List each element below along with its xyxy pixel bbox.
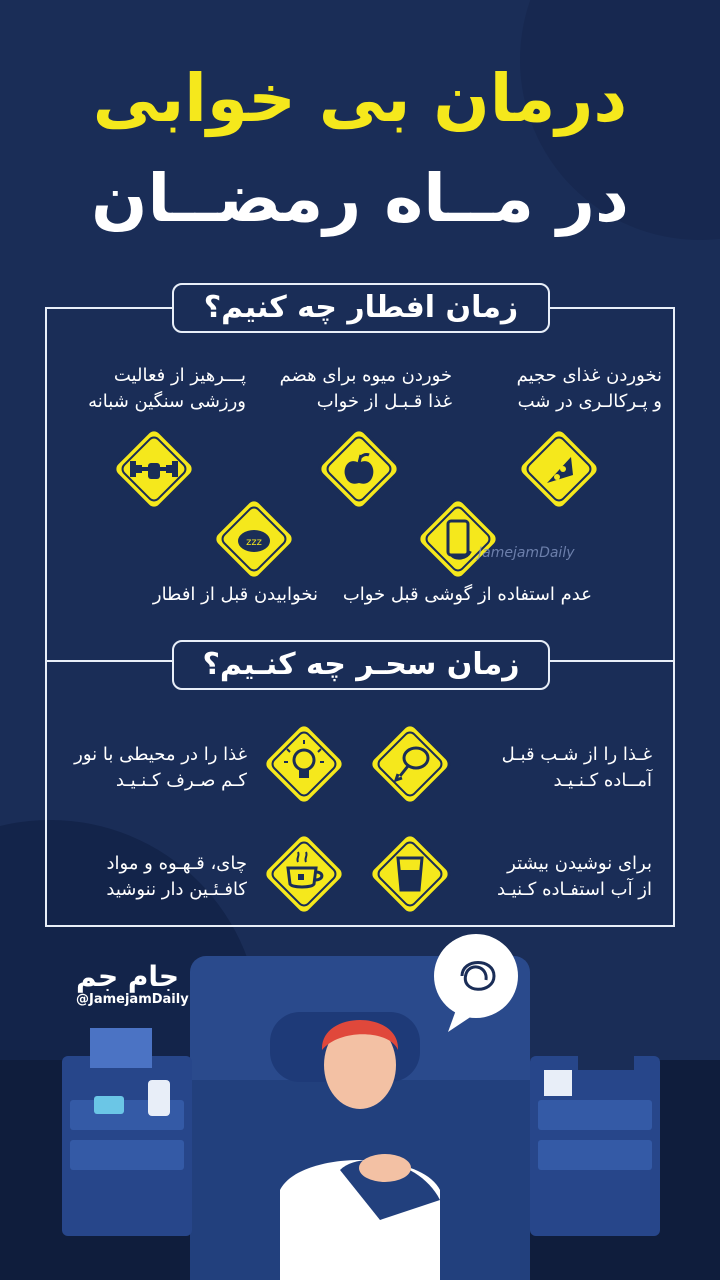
iftar-tip-3: پـــرهیز از فعالیت ورزشی سنگین شبانه xyxy=(88,365,246,412)
iftar-tip-5: نخوابیدن قبل از افطار xyxy=(152,584,318,605)
bedroom-illustration xyxy=(0,900,720,1280)
sahar-tip-1: غـذا را از شـب قبـل آمــاده کـنـیـد xyxy=(501,744,652,791)
dumbbell-icon xyxy=(108,423,200,515)
sahar-tip-4: چای، قـهـوه و مواد کافـئـین دار ننوشید xyxy=(106,853,247,900)
subtitle: در مــاه رمضــان xyxy=(91,160,629,237)
main-title: درمان بی خوابی xyxy=(92,60,628,137)
pizza-icon xyxy=(513,423,605,515)
watermark: JamejamDaily xyxy=(478,545,575,561)
light-bulb-icon xyxy=(258,718,350,810)
iftar-tip-2: خوردن میوه برای هضم غذا قـبـل از خواب xyxy=(279,365,452,412)
iftar-tip-4: عدم استفاده از گوشی قبل خواب xyxy=(342,584,592,605)
iftar-heading: زمان افطار چه کنیم؟ xyxy=(172,283,550,333)
brand-handle: @JamejamDaily xyxy=(76,992,189,1007)
brand-logo: جام جم xyxy=(76,960,180,993)
phone-icon xyxy=(412,493,504,585)
svg-text:zzz: zzz xyxy=(246,537,262,548)
iftar-tip-1: نخوردن غذای حجیم و پـرکالـری در شب xyxy=(516,365,662,412)
apple-icon xyxy=(313,423,405,515)
sleep-icon xyxy=(208,493,300,585)
sahar-heading: زمان سحـر چه کنـیم؟ xyxy=(172,640,550,690)
sahar-tip-3: برای نوشیدن بیشتر از آب استفـاده کـنیـد xyxy=(496,853,652,900)
chicken-leg-icon xyxy=(364,718,456,810)
sahar-tip-2: غذا را در محیطی با نور کـم صـرف کـنـیـد xyxy=(74,744,247,791)
